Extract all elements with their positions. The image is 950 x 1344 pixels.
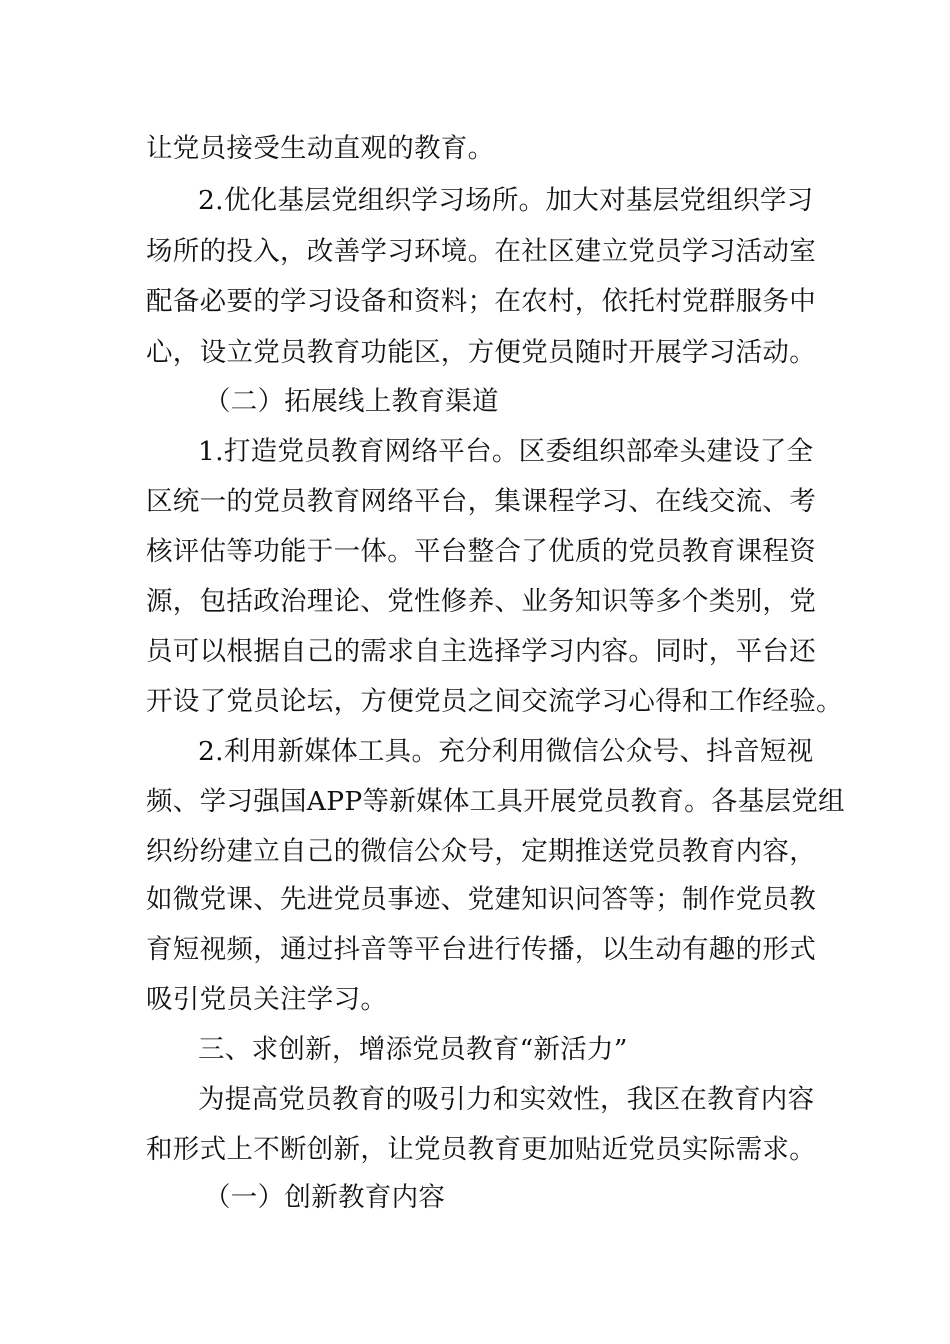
text-line: 让党员接受生动直观的教育。 <box>146 133 495 164</box>
text-line: 心，设立党员教育功能区，方便党员随时开展学习活动。 <box>146 337 816 368</box>
text-line: 场所的投入，改善学习环境。在社区建立党员学习活动室 <box>146 236 816 267</box>
text-line: 2.优化基层党组织学习场所。加大对基层党组织学习 <box>198 185 814 216</box>
text-line: 织纷纷建立自己的微信公众号，定期推送党员教育内容， <box>146 836 816 867</box>
section-heading: （二）拓展线上教育渠道 <box>204 386 499 417</box>
text-line: 开设了党员论坛，方便党员之间交流学习心得和工作经验。 <box>146 686 843 717</box>
text-line: 核评估等功能于一体。平台整合了优质的党员教育课程资 <box>146 536 816 567</box>
text-line: 2.利用新媒体工具。充分利用微信公众号、抖音短视 <box>198 736 814 767</box>
text-line: 吸引党员关注学习。 <box>146 984 388 1015</box>
text-line: 1.打造党员教育网络平台。区委组织部牵头建设了全 <box>198 436 814 467</box>
text-line: 频、学习强国APP等新媒体工具开展党员教育。各基层党组 <box>146 786 845 817</box>
text-line: 和形式上不断创新，让党员教育更加贴近党员实际需求。 <box>146 1134 816 1165</box>
text-line: 为提高党员教育的吸引力和实效性，我区在教育内容 <box>198 1084 815 1115</box>
text-line: 源，包括政治理论、党性修养、业务知识等多个类别，党 <box>146 586 816 617</box>
text-line: 如微党课、先进党员事迹、党建知识问答等；制作党员教 <box>146 884 816 915</box>
text-line: 育短视频，通过抖音等平台进行传播，以生动有趣的形式 <box>146 934 816 965</box>
text-line: 配备必要的学习设备和资料；在农村，依托村党群服务中 <box>146 286 816 317</box>
text-line: 区统一的党员教育网络平台，集课程学习、在线交流、考 <box>146 486 816 517</box>
section-heading: （一）创新教育内容 <box>204 1182 446 1213</box>
text-line: 员可以根据自己的需求自主选择学习内容。同时，平台还 <box>146 636 816 667</box>
section-heading: 三、求创新，增添党员教育“新活力” <box>198 1034 628 1065</box>
